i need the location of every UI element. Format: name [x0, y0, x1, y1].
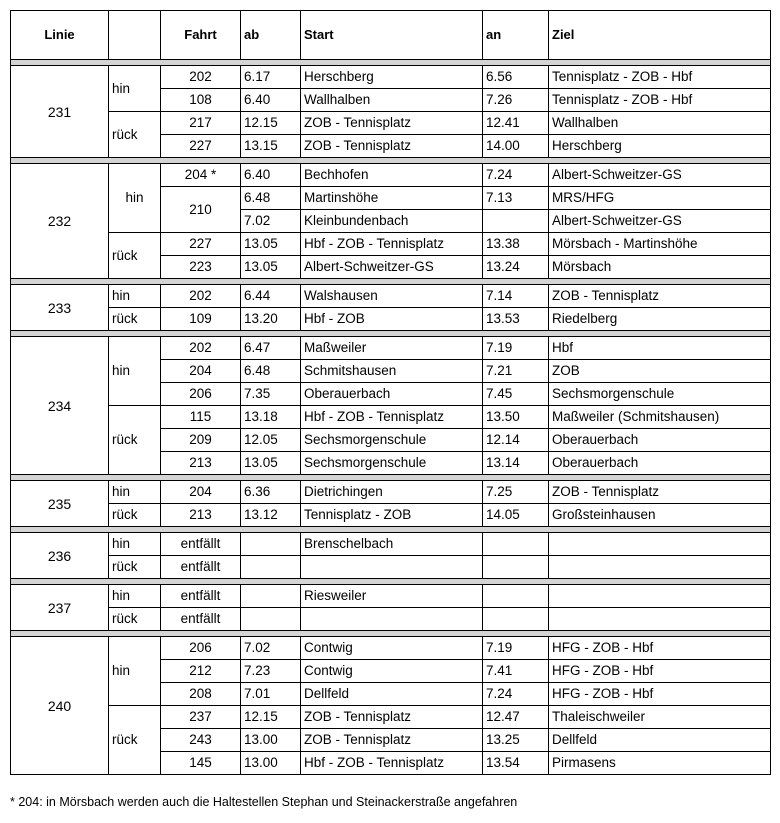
- table-row: [11, 285, 771, 308]
- trip-number: 213: [161, 452, 241, 475]
- destination: Maßweiler (Schmitshausen): [549, 406, 771, 429]
- direction-rueck: rück: [109, 308, 161, 331]
- trip-number: 227: [161, 135, 241, 158]
- destination: Albert-Schweitzer-GS: [549, 210, 771, 233]
- direction-hin: hin: [109, 285, 161, 308]
- destination: ZOB - Tennisplatz: [549, 481, 771, 504]
- header-start: Start: [301, 11, 483, 60]
- direction-rueck: rück: [109, 112, 161, 158]
- trip-number: 212: [161, 660, 241, 683]
- destination: Pirmasens: [549, 752, 771, 775]
- destination: Oberauerbach: [549, 429, 771, 452]
- direction-hin: hin: [109, 585, 161, 608]
- departure-time: 13.00: [241, 752, 301, 775]
- departure-time: 13.20: [241, 308, 301, 331]
- destination: [549, 585, 771, 608]
- header-direction: [109, 11, 161, 60]
- arrival-time: [483, 556, 549, 579]
- table-row: [11, 481, 771, 504]
- destination: Oberauerbach: [549, 452, 771, 475]
- table-row: [11, 504, 771, 527]
- arrival-time: 7.19: [483, 637, 549, 660]
- start-stop: Herschberg: [301, 66, 483, 89]
- destination: Dellfeld: [549, 729, 771, 752]
- start-stop: Brenschelbach: [301, 533, 483, 556]
- direction-rueck: rück: [109, 233, 161, 279]
- destination: Riedelberg: [549, 308, 771, 331]
- footnote: * 204: in Mörsbach werden auch die Haltestellen Stephan und Steinackerstraße angefahren: [10, 795, 518, 809]
- departure-time: 13.18: [241, 406, 301, 429]
- start-stop: Martinshöhe: [301, 187, 483, 210]
- departure-time: [241, 556, 301, 579]
- table-row: [11, 585, 771, 608]
- direction-hin: hin: [109, 637, 161, 706]
- start-stop: Sechsmorgenschule: [301, 452, 483, 475]
- arrival-time: 13.50: [483, 406, 549, 429]
- start-stop: ZOB - Tennisplatz: [301, 112, 483, 135]
- destination: Mörsbach: [549, 256, 771, 279]
- start-stop: Dietrichingen: [301, 481, 483, 504]
- arrival-time: 13.53: [483, 308, 549, 331]
- departure-time: 7.02: [241, 210, 301, 233]
- trip-number: 145: [161, 752, 241, 775]
- table-row: [11, 406, 771, 429]
- start-stop: Bechhofen: [301, 164, 483, 187]
- departure-time: 6.44: [241, 285, 301, 308]
- departure-time: [241, 585, 301, 608]
- trip-number: 210: [161, 187, 241, 233]
- departure-time: 7.23: [241, 660, 301, 683]
- header-fahrt: Fahrt: [161, 11, 241, 60]
- arrival-time: [483, 608, 549, 631]
- departure-time: 6.40: [241, 89, 301, 112]
- departure-time: 7.35: [241, 383, 301, 406]
- table-row: [11, 706, 771, 729]
- departure-time: 6.48: [241, 187, 301, 210]
- departure-time: 12.15: [241, 706, 301, 729]
- destination: Hbf: [549, 337, 771, 360]
- table-row: [11, 608, 771, 631]
- destination: [549, 608, 771, 631]
- arrival-time: 7.21: [483, 360, 549, 383]
- start-stop: Sechsmorgenschule: [301, 429, 483, 452]
- departure-time: 13.00: [241, 729, 301, 752]
- arrival-time: 7.13: [483, 187, 549, 210]
- trip-number: 206: [161, 383, 241, 406]
- line-number: 232: [11, 164, 109, 279]
- start-stop: Oberauerbach: [301, 383, 483, 406]
- direction-rueck: rück: [109, 556, 161, 579]
- direction-rueck: rück: [109, 706, 161, 775]
- destination: Herschberg: [549, 135, 771, 158]
- start-stop: Albert-Schweitzer-GS: [301, 256, 483, 279]
- departure-time: 13.15: [241, 135, 301, 158]
- destination: HFG - ZOB - Hbf: [549, 683, 771, 706]
- start-stop: Contwig: [301, 637, 483, 660]
- destination: Wallhalben: [549, 112, 771, 135]
- departure-time: 6.40: [241, 164, 301, 187]
- trip-number: 217: [161, 112, 241, 135]
- destination: HFG - ZOB - Hbf: [549, 637, 771, 660]
- departure-time: 6.17: [241, 66, 301, 89]
- departure-time: 13.05: [241, 452, 301, 475]
- arrival-time: 6.56: [483, 66, 549, 89]
- destination: Tennisplatz - ZOB - Hbf: [549, 89, 771, 112]
- departure-time: 12.15: [241, 112, 301, 135]
- destination: Thaleischweiler: [549, 706, 771, 729]
- arrival-time: [483, 210, 549, 233]
- start-stop: Hbf - ZOB - Tennisplatz: [301, 406, 483, 429]
- start-stop: Dellfeld: [301, 683, 483, 706]
- arrival-time: 14.05: [483, 504, 549, 527]
- trip-cancelled: entfällt: [161, 585, 241, 608]
- line-number: 240: [11, 637, 109, 775]
- start-stop: Kleinbundenbach: [301, 210, 483, 233]
- direction-rueck: rück: [109, 406, 161, 475]
- arrival-time: 7.41: [483, 660, 549, 683]
- destination: Mörsbach - Martinshöhe: [549, 233, 771, 256]
- start-stop: Tennisplatz - ZOB: [301, 504, 483, 527]
- departure-time: [241, 533, 301, 556]
- departure-time: 7.02: [241, 637, 301, 660]
- arrival-time: 13.54: [483, 752, 549, 775]
- line-number: 237: [11, 585, 109, 631]
- destination: ZOB: [549, 360, 771, 383]
- direction-hin: hin: [109, 481, 161, 504]
- trip-number: 213: [161, 504, 241, 527]
- start-stop: Hbf - ZOB: [301, 308, 483, 331]
- direction-hin: hin: [109, 164, 161, 233]
- start-stop: Hbf - ZOB - Tennisplatz: [301, 233, 483, 256]
- start-stop: Wallhalben: [301, 89, 483, 112]
- trip-number: 206: [161, 637, 241, 660]
- arrival-time: 7.19: [483, 337, 549, 360]
- header-linie: Linie: [11, 11, 109, 60]
- destination: MRS/HFG: [549, 187, 771, 210]
- schedule-table: [10, 10, 771, 775]
- destination: Sechsmorgenschule: [549, 383, 771, 406]
- trip-number: 243: [161, 729, 241, 752]
- start-stop: ZOB - Tennisplatz: [301, 729, 483, 752]
- trip-number: 202: [161, 337, 241, 360]
- arrival-time: 7.14: [483, 285, 549, 308]
- departure-time: 13.05: [241, 256, 301, 279]
- table-row: [11, 112, 771, 135]
- line-number: 233: [11, 285, 109, 331]
- line-number: 234: [11, 337, 109, 475]
- destination: [549, 533, 771, 556]
- table-row: [11, 556, 771, 579]
- start-stop: Contwig: [301, 660, 483, 683]
- table-row: [11, 164, 771, 187]
- header-row: [11, 11, 771, 60]
- arrival-time: 12.14: [483, 429, 549, 452]
- table-row: [11, 337, 771, 360]
- header-an: an: [483, 11, 549, 60]
- trip-number: 223: [161, 256, 241, 279]
- trip-cancelled: entfällt: [161, 608, 241, 631]
- line-number: 231: [11, 66, 109, 158]
- trip-cancelled: entfällt: [161, 556, 241, 579]
- destination: HFG - ZOB - Hbf: [549, 660, 771, 683]
- arrival-time: 13.14: [483, 452, 549, 475]
- arrival-time: 7.24: [483, 683, 549, 706]
- arrival-time: 7.26: [483, 89, 549, 112]
- arrival-time: [483, 585, 549, 608]
- direction-rueck: rück: [109, 504, 161, 527]
- trip-number: 109: [161, 308, 241, 331]
- arrival-time: 14.00: [483, 135, 549, 158]
- trip-number: 208: [161, 683, 241, 706]
- table-row: [11, 233, 771, 256]
- line-number: 235: [11, 481, 109, 527]
- departure-time: 12.05: [241, 429, 301, 452]
- start-stop: [301, 608, 483, 631]
- direction-hin: hin: [109, 66, 161, 112]
- arrival-time: 12.47: [483, 706, 549, 729]
- departure-time: 13.12: [241, 504, 301, 527]
- arrival-time: 7.25: [483, 481, 549, 504]
- trip-number: 108: [161, 89, 241, 112]
- header-ab: ab: [241, 11, 301, 60]
- table-row: [11, 637, 771, 660]
- trip-number: 227: [161, 233, 241, 256]
- start-stop: Riesweiler: [301, 585, 483, 608]
- trip-number: 237: [161, 706, 241, 729]
- destination: Großsteinhausen: [549, 504, 771, 527]
- trip-number: 202: [161, 285, 241, 308]
- trip-number: 202: [161, 66, 241, 89]
- table-row: [11, 533, 771, 556]
- start-stop: Walshausen: [301, 285, 483, 308]
- destination: ZOB - Tennisplatz: [549, 285, 771, 308]
- arrival-time: 13.25: [483, 729, 549, 752]
- departure-time: 7.01: [241, 683, 301, 706]
- destination: [549, 556, 771, 579]
- trip-number: 115: [161, 406, 241, 429]
- trip-number: 209: [161, 429, 241, 452]
- departure-time: 6.36: [241, 481, 301, 504]
- trip-number: 204: [161, 360, 241, 383]
- arrival-time: 12.41: [483, 112, 549, 135]
- departure-time: [241, 608, 301, 631]
- departure-time: 13.05: [241, 233, 301, 256]
- direction-hin: hin: [109, 337, 161, 406]
- trip-number: 204: [161, 481, 241, 504]
- trip-cancelled: entfällt: [161, 533, 241, 556]
- table-row: [11, 308, 771, 331]
- start-stop: Maßweiler: [301, 337, 483, 360]
- arrival-time: 7.45: [483, 383, 549, 406]
- arrival-time: 13.38: [483, 233, 549, 256]
- destination: Tennisplatz - ZOB - Hbf: [549, 66, 771, 89]
- start-stop: Hbf - ZOB - Tennisplatz: [301, 752, 483, 775]
- arrival-time: 7.24: [483, 164, 549, 187]
- departure-time: 6.47: [241, 337, 301, 360]
- line-number: 236: [11, 533, 109, 579]
- destination: Albert-Schweitzer-GS: [549, 164, 771, 187]
- arrival-time: 13.24: [483, 256, 549, 279]
- trip-number: 204 *: [161, 164, 241, 187]
- departure-time: 6.48: [241, 360, 301, 383]
- direction-rueck: rück: [109, 608, 161, 631]
- arrival-time: [483, 533, 549, 556]
- table-row: [11, 66, 771, 89]
- direction-hin: hin: [109, 533, 161, 556]
- header-ziel: Ziel: [549, 11, 771, 60]
- start-stop: ZOB - Tennisplatz: [301, 135, 483, 158]
- start-stop: Schmitshausen: [301, 360, 483, 383]
- start-stop: [301, 556, 483, 579]
- start-stop: ZOB - Tennisplatz: [301, 706, 483, 729]
